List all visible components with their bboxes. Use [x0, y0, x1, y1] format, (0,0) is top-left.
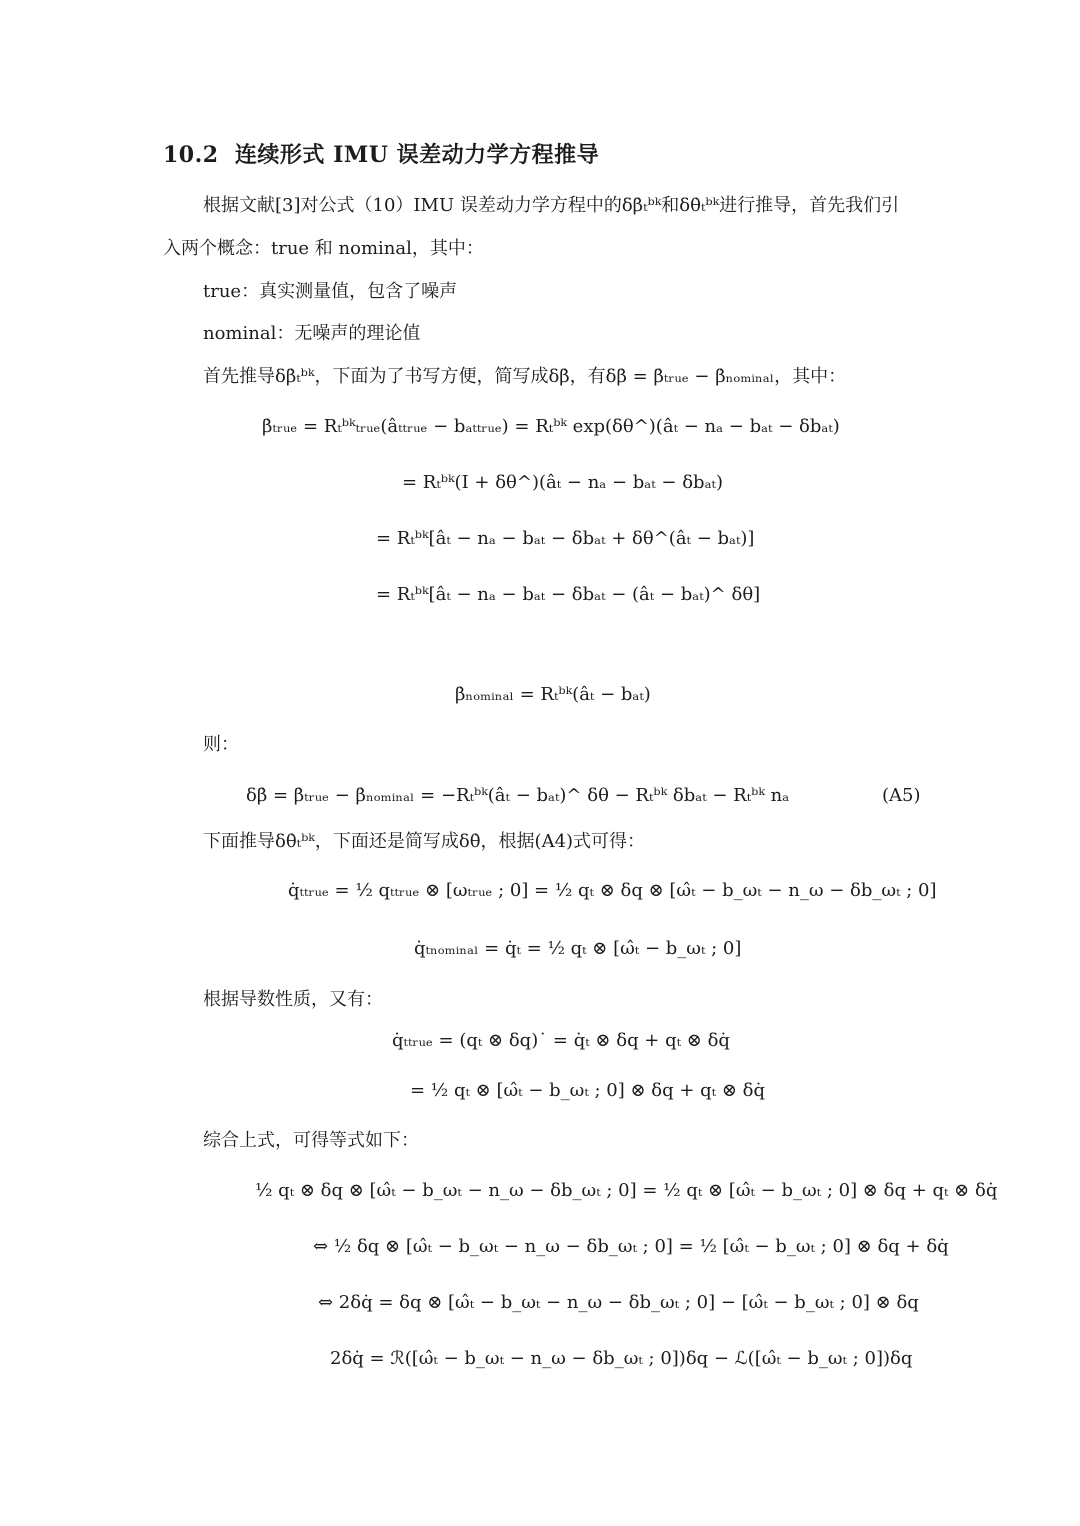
- equation-combine-1: ½ qₜ ⊗ δq ⊗ [ω̂ₜ − b_ωₜ − n_ω − δb_ωₜ ; 0] = ½ qₜ ⊗ [ω̂ₜ − b_ωₜ ; 0] ⊗ δq + qₜ ⊗ δq̇: [255, 1180, 998, 1201]
- intro-line-2: 入两个概念：true 和 nominal，其中：: [163, 238, 484, 259]
- equation-combine-2: ⇔ ½ δq ⊗ [ω̂ₜ − b_ωₜ − n_ω − δb_ωₜ ; 0] = ½ [ω̂ₜ − b_ωₜ ; 0] ⊗ δq + δq̇: [313, 1236, 949, 1257]
- equation-q-true-product-1: q̇ₜₜᵣᵤₑ = (qₜ ⊗ δq)˙ = q̇ₜ ⊗ δq + qₜ ⊗ δq̇: [392, 1030, 730, 1051]
- true-definition: true：真实测量值，包含了噪声: [203, 281, 458, 302]
- equation-beta-true-4: = Rₜᵇᵏ[âₜ − nₐ − bₐₜ − δbₐₜ − (âₜ − bₐₜ)^ δθ]: [376, 584, 761, 605]
- equation-q-true-product-2: = ½ qₜ ⊗ [ω̂ₜ − b_ωₜ ; 0] ⊗ δq + qₜ ⊗ δq̇: [410, 1080, 765, 1101]
- combine-label: 综合上式，可得等式如下：: [203, 1130, 419, 1151]
- equation-beta-true-1: β̇ₜᵣᵤₑ = Rₜᵇᵏₜᵣᵤₑ(âₜₜᵣᵤₑ − bₐₜₜᵣᵤₑ) = Rₜᵇᵏ exp(δθ^)(âₜ − nₐ − bₐₜ − δbₐₜ): [262, 416, 840, 437]
- equation-q-nominal: q̇ₜₙₒₘᵢₙₐₗ = q̇ₜ = ½ qₜ ⊗ [ω̂ₜ − b_ωₜ ; 0]: [414, 938, 742, 959]
- intro-line-1: 根据文献[3]对公式（10）IMU 误差动力学方程中的δβ̇ₜᵇᵏ和δθ̇ₜᵇᵏ进行推导，首先我们引: [203, 195, 900, 216]
- nominal-definition: nominal：无噪声的理论值: [203, 323, 421, 344]
- section-heading: [163, 138, 599, 169]
- equation-beta-nominal: β̇ₙₒₘᵢₙₐₗ = Rₜᵇᵏ(âₜ − bₐₜ): [455, 684, 651, 705]
- equation-delta-beta: δβ̇ = β̇ₜᵣᵤₑ − β̇ₙₒₘᵢₙₐₗ = −Rₜᵇᵏ(âₜ − bₐₜ)^ δθ − Rₜᵇᵏ δbₐₜ − Rₜᵇᵏ nₐ: [246, 785, 790, 806]
- then-label: 则：: [203, 734, 239, 755]
- section-number: 10.2: [163, 142, 219, 168]
- derivative-property-label: 根据导数性质，又有：: [203, 989, 383, 1010]
- section-title: 连续形式 IMU 误差动力学方程推导: [234, 142, 600, 168]
- equation-q-true: q̇ₜₜᵣᵤₑ = ½ qₜₜᵣᵤₑ ⊗ [ωₜᵣᵤₑ ; 0] = ½ qₜ ⊗ δq ⊗ [ω̂ₜ − b_ωₜ − n_ω − δb_ωₜ ; 0]: [288, 880, 937, 901]
- equation-combine-4: 2δq̇ = ℛ([ω̂ₜ − b_ωₜ − n_ω − δb_ωₜ ; 0])δq − ℒ([ω̂ₜ − b_ωₜ ; 0])δq: [330, 1348, 913, 1369]
- equation-combine-3: ⇔ 2δq̇ = δq ⊗ [ω̂ₜ − b_ωₜ − n_ω − δb_ωₜ ; 0] − [ω̂ₜ − b_ωₜ ; 0] ⊗ δq: [318, 1292, 919, 1313]
- equation-beta-true-3: = Rₜᵇᵏ[âₜ − nₐ − bₐₜ − δbₐₜ + δθ^(âₜ − bₐₜ)]: [376, 528, 755, 549]
- equation-beta-true-2: = Rₜᵇᵏ(I + δθ^)(âₜ − nₐ − bₐₜ − δbₐₜ): [402, 472, 723, 493]
- beta-intro: 首先推导δβ̇ₜᵇᵏ，下面为了书写方便，简写成δβ̇，有δβ̇ = β̇ₜᵣᵤₑ − β̇ₙₒₘᵢₙₐₗ，其中：: [203, 366, 847, 387]
- equation-number-a5: (A5): [882, 785, 921, 806]
- theta-intro: 下面推导δθ̇ₜᵇᵏ，下面还是简写成δθ̇，根据(A4)式可得：: [203, 831, 646, 852]
